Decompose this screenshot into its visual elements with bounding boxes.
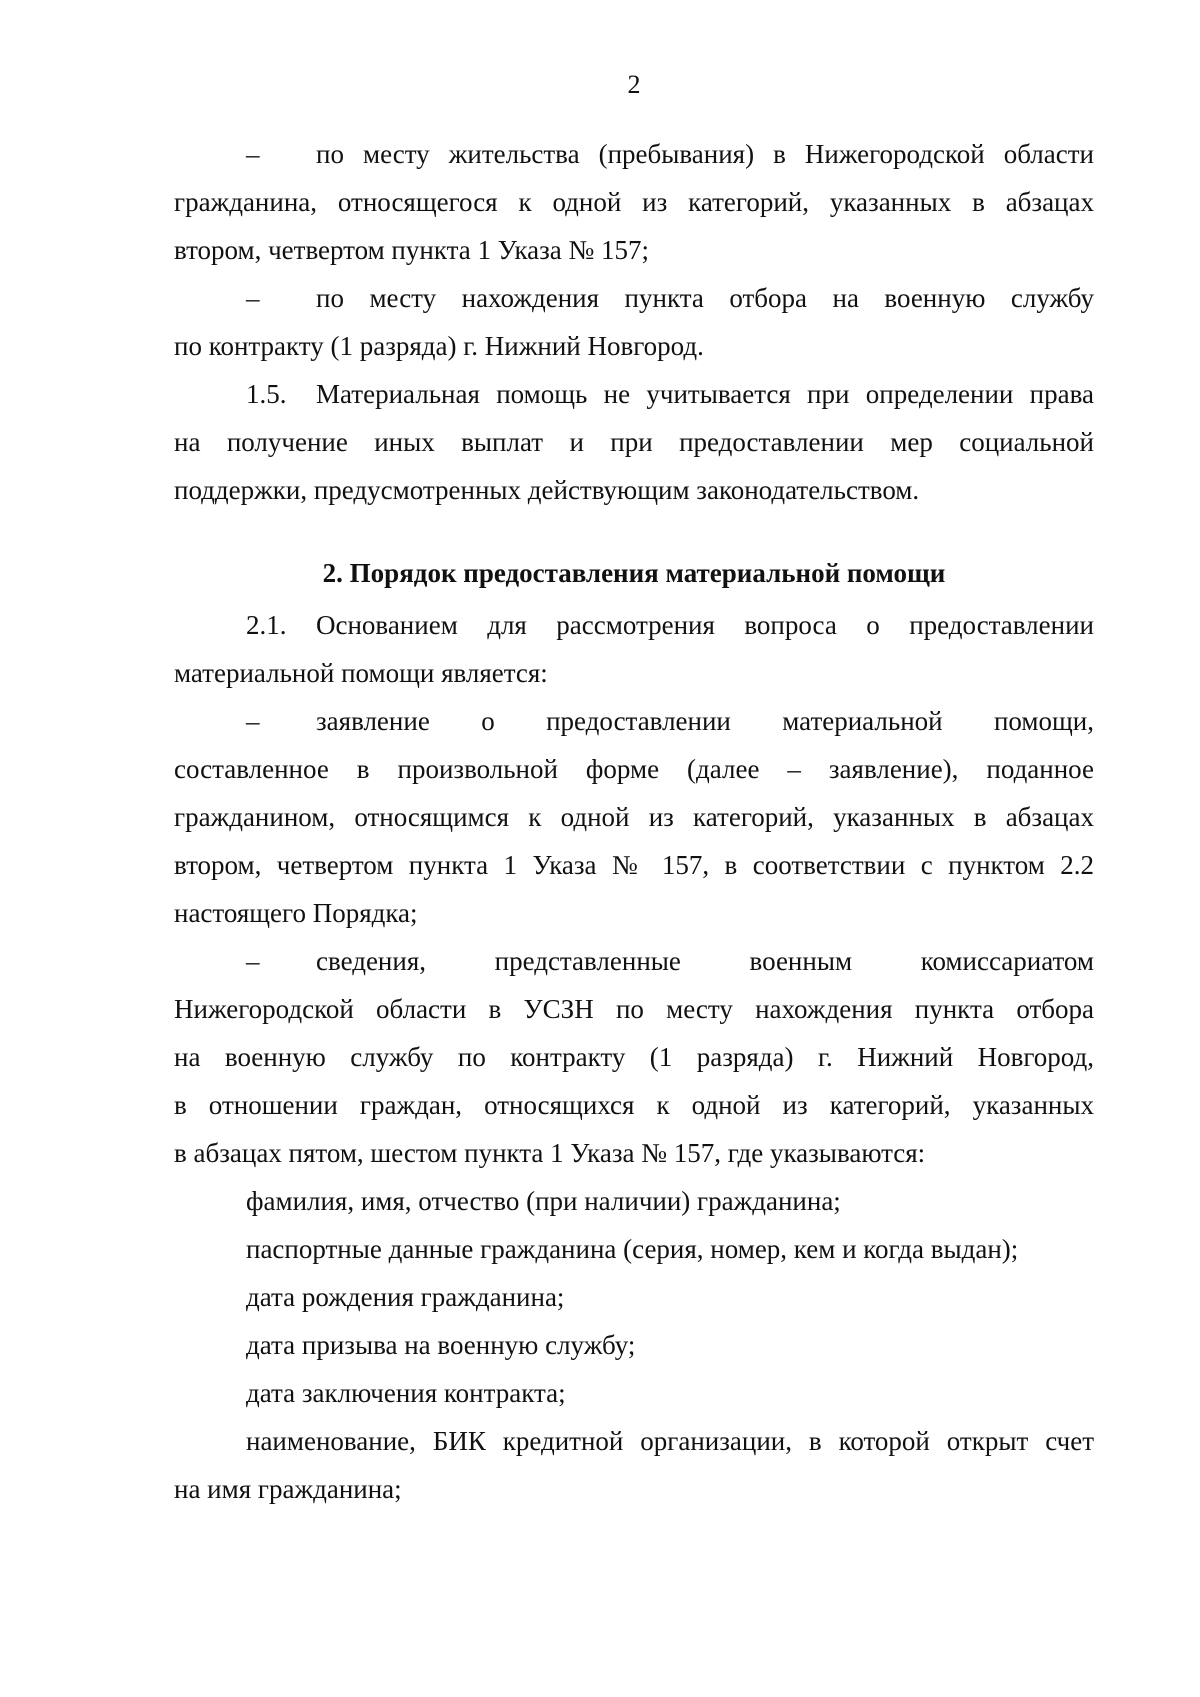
paragraph-line: гражданина, относящегося к одной из категорий, указанных в абзацах <box>174 187 1094 217</box>
paragraph-line: на военную службу по контракту (1 разряда) г. Нижний Новгород, <box>174 1042 1094 1072</box>
list-item: дата призыва на военную службу; <box>246 1330 636 1360</box>
list-dash: – <box>246 706 260 736</box>
paragraph-line <box>174 274 1094 322</box>
paragraph-line: по контракту (1 разряда) г. Нижний Новгород. <box>174 331 704 361</box>
paragraph-line: материальной помощи является: <box>174 658 548 688</box>
paragraph-line: поддержки, предусмотренных действующим законодательством. <box>174 475 920 505</box>
paragraph-line: гражданином, относящимся к одной из категорий, указанных в абзацах <box>174 802 1094 832</box>
paragraph-line: втором, четвертом пункта 1 Указа № 157; <box>174 235 650 265</box>
clause-number: 2.1. <box>246 610 287 640</box>
paragraph-line <box>174 370 1094 418</box>
paragraph-line: в отношении граждан, относящихся к одной из категорий, указанных <box>174 1090 1094 1120</box>
paragraph-text: по месту нахождения пункта отбора на военную службу <box>316 283 1094 313</box>
paragraph-line: Нижегородской области в УСЗН по месту нахождения пункта отбора <box>174 994 1094 1024</box>
document-body <box>174 130 1094 1513</box>
page-number: 2 <box>627 70 641 99</box>
paragraph-line <box>174 937 1094 985</box>
clause-number: 1.5. <box>246 379 287 409</box>
list-dash: – <box>246 283 260 313</box>
section-heading: 2. Порядок предоставления материальной помощи <box>322 558 946 588</box>
list-item: наименование, БИК кредитной организации, в которой открыт счет <box>246 1426 1094 1456</box>
list-item: на имя гражданина; <box>174 1474 402 1504</box>
paragraph-line <box>174 601 1094 649</box>
list-item: паспортные данные гражданина (серия, номер, кем и когда выдан); <box>246 1234 1019 1264</box>
paragraph-line <box>174 697 1094 745</box>
list-dash: – <box>246 139 260 169</box>
list-item: дата заключения контракта; <box>246 1378 566 1408</box>
paragraph-line: втором, четвертом пункта 1 Указа № 157, в соответствии с пунктом 2.2 <box>174 850 1094 880</box>
list-item: фамилия, имя, отчество (при наличии) гражданина; <box>246 1186 841 1216</box>
paragraph-line: на получение иных выплат и при предоставлении мер социальной <box>174 427 1094 457</box>
list-dash: – <box>246 946 260 976</box>
paragraph-text: Основанием для рассмотрения вопроса о предоставлении <box>316 610 1094 640</box>
paragraph-text: по месту жительства (пребывания) в Нижегородской области <box>316 139 1094 169</box>
paragraph-text: сведения, представленные военным комиссариатом <box>316 946 1094 976</box>
paragraph-line: в абзацах пятом, шестом пункта 1 Указа № 157, где указываются: <box>174 1138 926 1168</box>
paragraph-text: заявление о предоставлении материальной помощи, <box>316 706 1094 736</box>
list-item: дата рождения гражданина; <box>246 1282 565 1312</box>
paragraph-text: Материальная помощь не учитывается при определении права <box>316 379 1094 409</box>
paragraph-line: настоящего Порядка; <box>174 898 418 928</box>
paragraph-line <box>174 130 1094 178</box>
paragraph-line: составленное в произвольной форме (далее – заявление), поданное <box>174 754 1094 784</box>
